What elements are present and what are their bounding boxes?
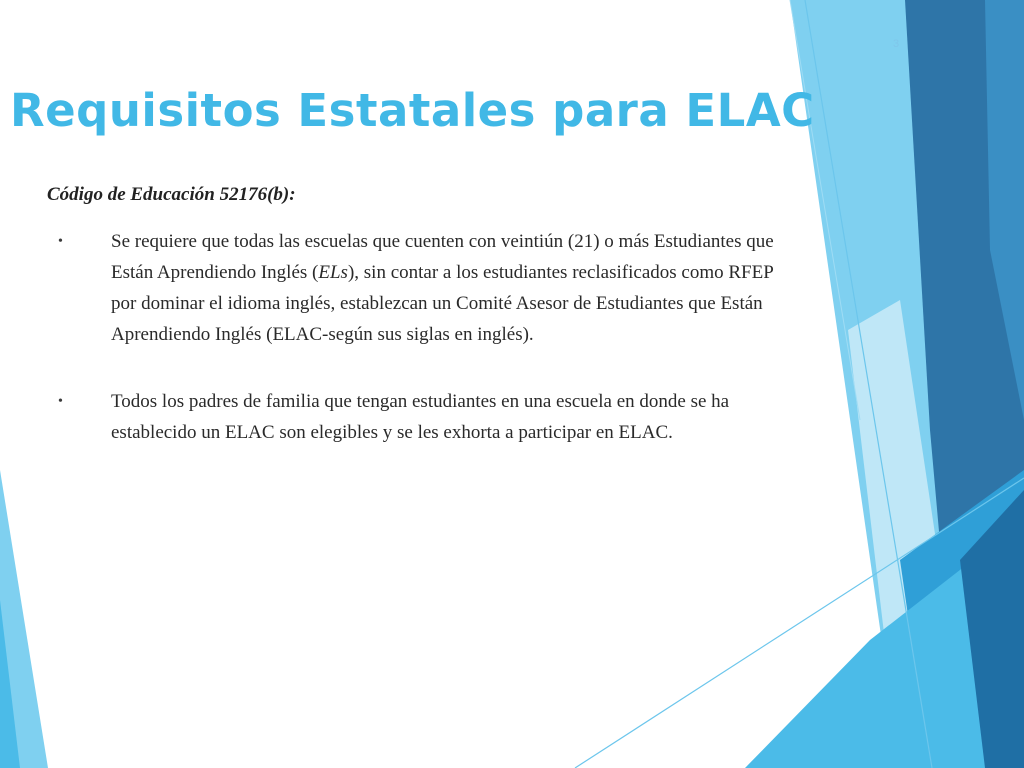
bullet-list [58, 226, 778, 448]
slide-number: 3 [893, 38, 900, 50]
bullet-text-part: ), sin contar a los estudiantes reclasificados como RFEP por dominar el idioma inglés, establezcan un Comité Asesor de Estudiantes que Están Aprendiendo Inglés (ELAC-según sus siglas en inglés). [111, 262, 774, 345]
bullet-icon: • [58, 394, 63, 409]
subtitle: Código de Educación 52176(b): [47, 184, 296, 205]
bullet-emphasis: ELs [318, 262, 348, 283]
bullet-text-part: Se requiere que todas las escuelas que cuenten con veintiún (21) o más Estudiantes que Están Aprendiendo Inglés ( [111, 231, 774, 283]
bullet-text: Todos los padres de familia que tengan estudiantes en una escuela en donde se ha establecido un ELAC son elegibles y se les exhorta a participar en ELAC. [111, 391, 730, 443]
page-title: Requisitos Estatales para ELAC [10, 84, 815, 137]
list-item [58, 226, 778, 350]
list-item [58, 386, 778, 448]
bullet-text [111, 231, 774, 345]
bullet-icon: • [58, 234, 63, 249]
